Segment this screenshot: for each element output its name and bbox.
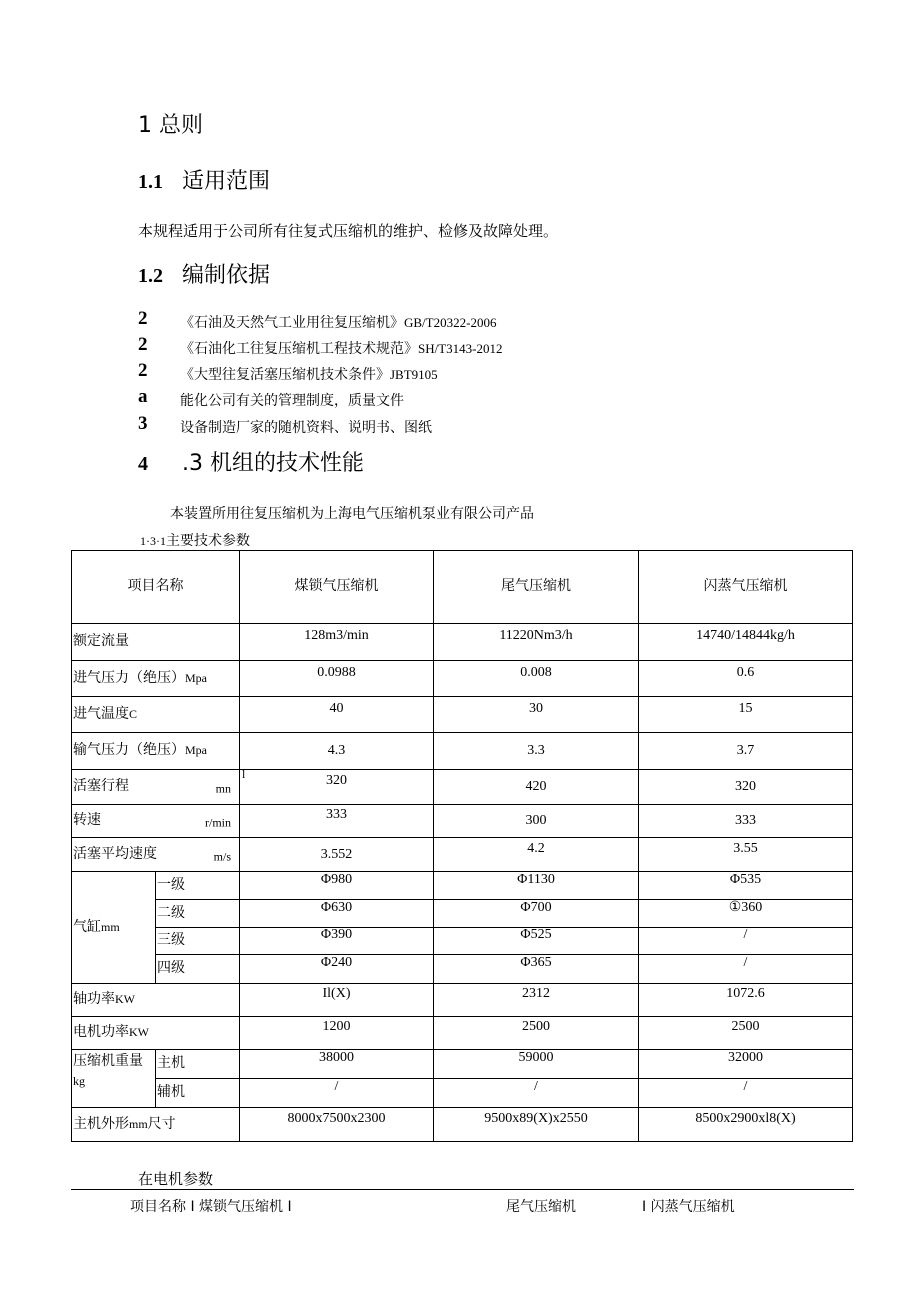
list-marker: 2	[138, 334, 148, 355]
cell-value: 300	[434, 805, 639, 838]
list-text: 《石油及天然气工业用往复压缩机》	[180, 315, 404, 331]
cell-value: 333	[240, 799, 434, 832]
standard-code: JBT9105	[390, 367, 438, 382]
cell-value: /	[639, 922, 853, 949]
cell-value: 4.3	[240, 733, 434, 770]
stage-label: 四级	[156, 955, 240, 984]
cell-value: 9500x89(X)x2550	[434, 1102, 639, 1136]
cell-value: 2312	[434, 978, 639, 1011]
cell-value: l 320	[240, 764, 434, 799]
cell-value: 0.6	[639, 655, 853, 691]
motor-params-header-left: 项目名称 I 煤锁气压缩机 I	[130, 1199, 292, 1215]
row-label-piston-stroke: 活塞行程 mn	[72, 770, 240, 805]
cell-value: Φ240	[240, 949, 434, 978]
row-label-piston-mean-speed: 活塞平均速度 m/s	[72, 838, 240, 872]
cell-value: ①360	[639, 894, 853, 922]
scope-paragraph: 本规程适用于公司所有往复式压缩机的维护、检修及故障处理。	[138, 222, 559, 240]
divider	[71, 1189, 854, 1190]
list-item	[138, 386, 738, 410]
list-item	[138, 308, 738, 332]
cell-value: 2500	[434, 1011, 639, 1044]
cell-value: 32000	[639, 1044, 853, 1073]
row-label-inlet-temperature: 进气温度C	[72, 697, 240, 733]
cell-value: Φ630	[240, 894, 434, 922]
header-flash-gas-compressor: 闪蒸气压缩机	[639, 551, 853, 624]
cell-value: Il(X)	[240, 978, 434, 1011]
cell-value: /	[639, 949, 853, 978]
list-marker: 3	[138, 413, 148, 434]
part-label: 主机	[156, 1050, 240, 1079]
stage-label: 三级	[156, 928, 240, 955]
row-label-speed: 转速 r/min	[72, 805, 240, 838]
cell-value: Φ390	[240, 922, 434, 949]
standard-code: GB/T20322-2006	[404, 315, 497, 330]
row-label-shaft-power: 轴功率KW	[72, 984, 240, 1017]
cell-value: Φ535	[639, 866, 853, 894]
header-item-name: 项目名称	[72, 551, 240, 624]
cell-value: 8500x2900xl8(X)	[639, 1102, 853, 1136]
motor-params-header-mid: 尾气压缩机	[506, 1199, 576, 1215]
cell-value: 1072.6	[639, 978, 853, 1011]
motor-params-title: 在电机参数	[138, 1170, 214, 1188]
section-number: 1.2	[138, 265, 163, 287]
list-text: 设备制造厂家的随机资料、说明书、图纸	[180, 420, 432, 436]
list-text: 《大型往复活塞压缩机技术条件》	[180, 367, 390, 383]
cell-value: 38000	[240, 1044, 434, 1073]
row-label-compressor-weight: 压缩机重量 kg	[72, 1050, 156, 1108]
section-1-1-heading	[138, 164, 270, 195]
section-number: 1.1	[138, 171, 163, 193]
cell-value: 59000	[434, 1044, 639, 1073]
list-item	[138, 334, 738, 358]
cell-value: /	[240, 1073, 434, 1102]
cell-value: 128m3/min	[240, 618, 434, 655]
technical-parameters-table	[71, 550, 853, 1142]
cell-value: Φ365	[434, 949, 639, 978]
cell-value: /	[434, 1073, 639, 1102]
list-marker: a	[138, 386, 148, 407]
cell-value: 11220Nm3/h	[434, 618, 639, 655]
header-coal-lock-gas-compressor: 煤锁气压缩机	[240, 551, 434, 624]
table-row	[72, 1108, 853, 1142]
list-text: 《石油化工往复压缩机工程技术规范》	[180, 341, 418, 357]
cell-value: /	[639, 1073, 853, 1102]
cell-value: 3.552	[240, 838, 434, 872]
row-label-main-dimensions: 主机外形mm尺寸	[72, 1108, 240, 1142]
cell-value: 4.2	[434, 832, 639, 866]
section-title: 编制依据	[182, 263, 271, 288]
cell-value: 15	[639, 691, 853, 727]
subsection-title: 主要技术参数	[166, 533, 250, 549]
subsection-number: 1·3·1	[140, 534, 166, 548]
cell-value: Φ1130	[434, 866, 639, 894]
intro-paragraph: 本装置所用往复压缩机为上海电气压缩机泵业有限公司产品	[170, 506, 534, 522]
list-marker: 2	[138, 360, 148, 381]
cell-value: Φ525	[434, 922, 639, 949]
list-marker: 2	[138, 308, 148, 329]
section-1-2-heading	[138, 258, 270, 289]
cell-value: Φ700	[434, 894, 639, 922]
section-title: .3 机组的技术性能	[182, 451, 364, 476]
section-number: 4	[138, 453, 148, 475]
list-item	[138, 413, 738, 437]
row-label-outlet-pressure: 输气压力（绝压）Mpa	[72, 733, 240, 770]
cell-value: Φ980	[240, 866, 434, 894]
cell-value: 3.7	[639, 733, 853, 770]
cell-value: 333	[639, 805, 853, 838]
part-label: 辅机	[156, 1079, 240, 1108]
cell-value: 30	[434, 691, 639, 727]
list-item	[138, 360, 738, 384]
cell-value: 14740/14844kg/h	[639, 618, 853, 655]
cell-value: 40	[240, 691, 434, 727]
cell-value: 420	[434, 770, 639, 805]
subsection-1-3-1-heading	[140, 530, 250, 550]
row-label-cylinder: 气缸mm	[72, 872, 156, 984]
section-title: 适用范围	[182, 169, 271, 194]
row-label-inlet-pressure: 进气压力（绝压）Mpa	[72, 661, 240, 697]
motor-params-header-right: I 闪蒸气压缩机	[642, 1199, 735, 1215]
heading-1: 1 总则	[138, 113, 203, 138]
cell-value: 0.008	[434, 655, 639, 691]
table-row	[72, 733, 853, 770]
cell-value: 2500	[639, 1011, 853, 1044]
cell-value: 8000x7500x2300	[240, 1102, 434, 1136]
stage-label: 一级	[156, 872, 240, 900]
stage-label: 二级	[156, 900, 240, 928]
table-row	[72, 770, 853, 805]
row-label-motor-power: 电机功率KW	[72, 1017, 240, 1050]
section-1-3-heading	[138, 446, 364, 477]
list-text: 能化公司有关的管理制度，质量文件	[180, 393, 404, 409]
header-tail-gas-compressor: 尾气压缩机	[434, 551, 639, 624]
cell-value: 0.0988	[240, 655, 434, 691]
standard-code: SH/T3143-2012	[418, 341, 503, 356]
cell-value: 320	[639, 770, 853, 805]
cell-value: 3.55	[639, 832, 853, 866]
table-row	[72, 697, 853, 733]
row-label-rated-flow: 额定流量	[72, 624, 240, 661]
table-header-row	[72, 551, 853, 624]
cell-value: 3.3	[434, 733, 639, 770]
cell-value: 1200	[240, 1011, 434, 1044]
